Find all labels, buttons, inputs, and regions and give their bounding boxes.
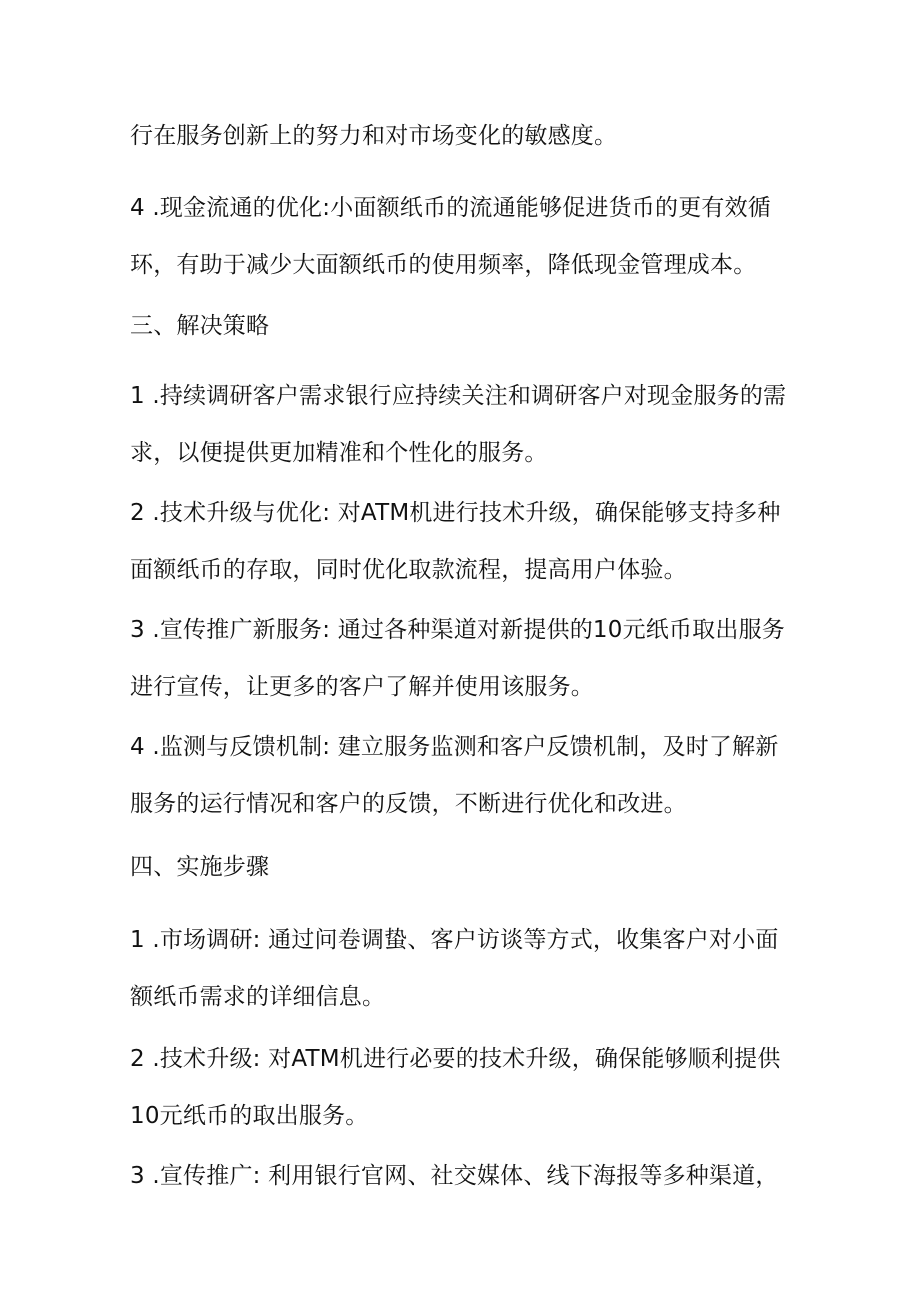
text-line: 服务的运行情况和客户的反馈，不断进行优化和改进。 — [130, 791, 687, 817]
paragraph-step-3 — [130, 1148, 810, 1205]
paragraph-strategy-2 — [130, 485, 810, 599]
text-line: 1 .持续调研客户需求银行应持续关注和调研客户对现金服务的需 — [130, 383, 787, 409]
paragraph-step-2 — [130, 1031, 810, 1145]
text-line: 行在服务创新上的努力和对市场变化的敏感度。 — [130, 123, 618, 149]
text-line: 环，有助于减少大面额纸币的使用频率，降低现金管理成本。 — [130, 252, 757, 278]
paragraph-strategy-3 — [130, 602, 810, 716]
text-line: 1 .市场调研: 通过问卷调蛰、客户访谈等方式，收集客户对小面 — [130, 927, 779, 953]
text-line: 10元纸币的取出服务。 — [130, 1103, 369, 1129]
text-line: 3 .宣传推广新服务: 通过各种渠道对新提供的10元纸币取出服务 — [130, 617, 785, 643]
text-line: 4 .监测与反馈机制: 建立服务监测和客户反馈机制，及时了解新 — [130, 734, 779, 760]
paragraph-strategy-1 — [130, 368, 810, 482]
text-line: 进行宣传，让更多的客户了解并使用该服务。 — [130, 674, 594, 700]
section-heading-implementation — [130, 839, 810, 896]
text-line: 4 .现金流通的优化:小面额纸币的流通能够促进货币的更有效循 — [130, 195, 772, 221]
text-line: 三、解决策略 — [130, 313, 270, 339]
text-line: 2 .技术升级与优化: 对ATM机进行技术升级，确保能够支持多种 — [130, 500, 781, 526]
text-line: 面额纸币的存取，同时优化取款流程，提高用户体验。 — [130, 557, 687, 583]
text-line: 求，以便提供更加精准和个性化的服务。 — [130, 440, 548, 466]
paragraph-cash-flow-optimization — [130, 180, 810, 294]
text-line: 额纸币需求的详细信息。 — [130, 984, 386, 1010]
paragraph-intro-continuation — [130, 108, 810, 165]
paragraph-step-1 — [130, 912, 810, 1026]
text-line: 3 .宣传推广: 利用银行官网、社交媒体、线下海报等多种渠道， — [130, 1163, 779, 1189]
section-heading-strategy — [130, 298, 810, 355]
paragraph-strategy-4 — [130, 719, 810, 833]
text-line: 四、实施步骤 — [130, 854, 270, 880]
text-line: 2 .技术升级: 对ATM机进行必要的技术升级，确保能够顺利提供 — [130, 1046, 781, 1072]
